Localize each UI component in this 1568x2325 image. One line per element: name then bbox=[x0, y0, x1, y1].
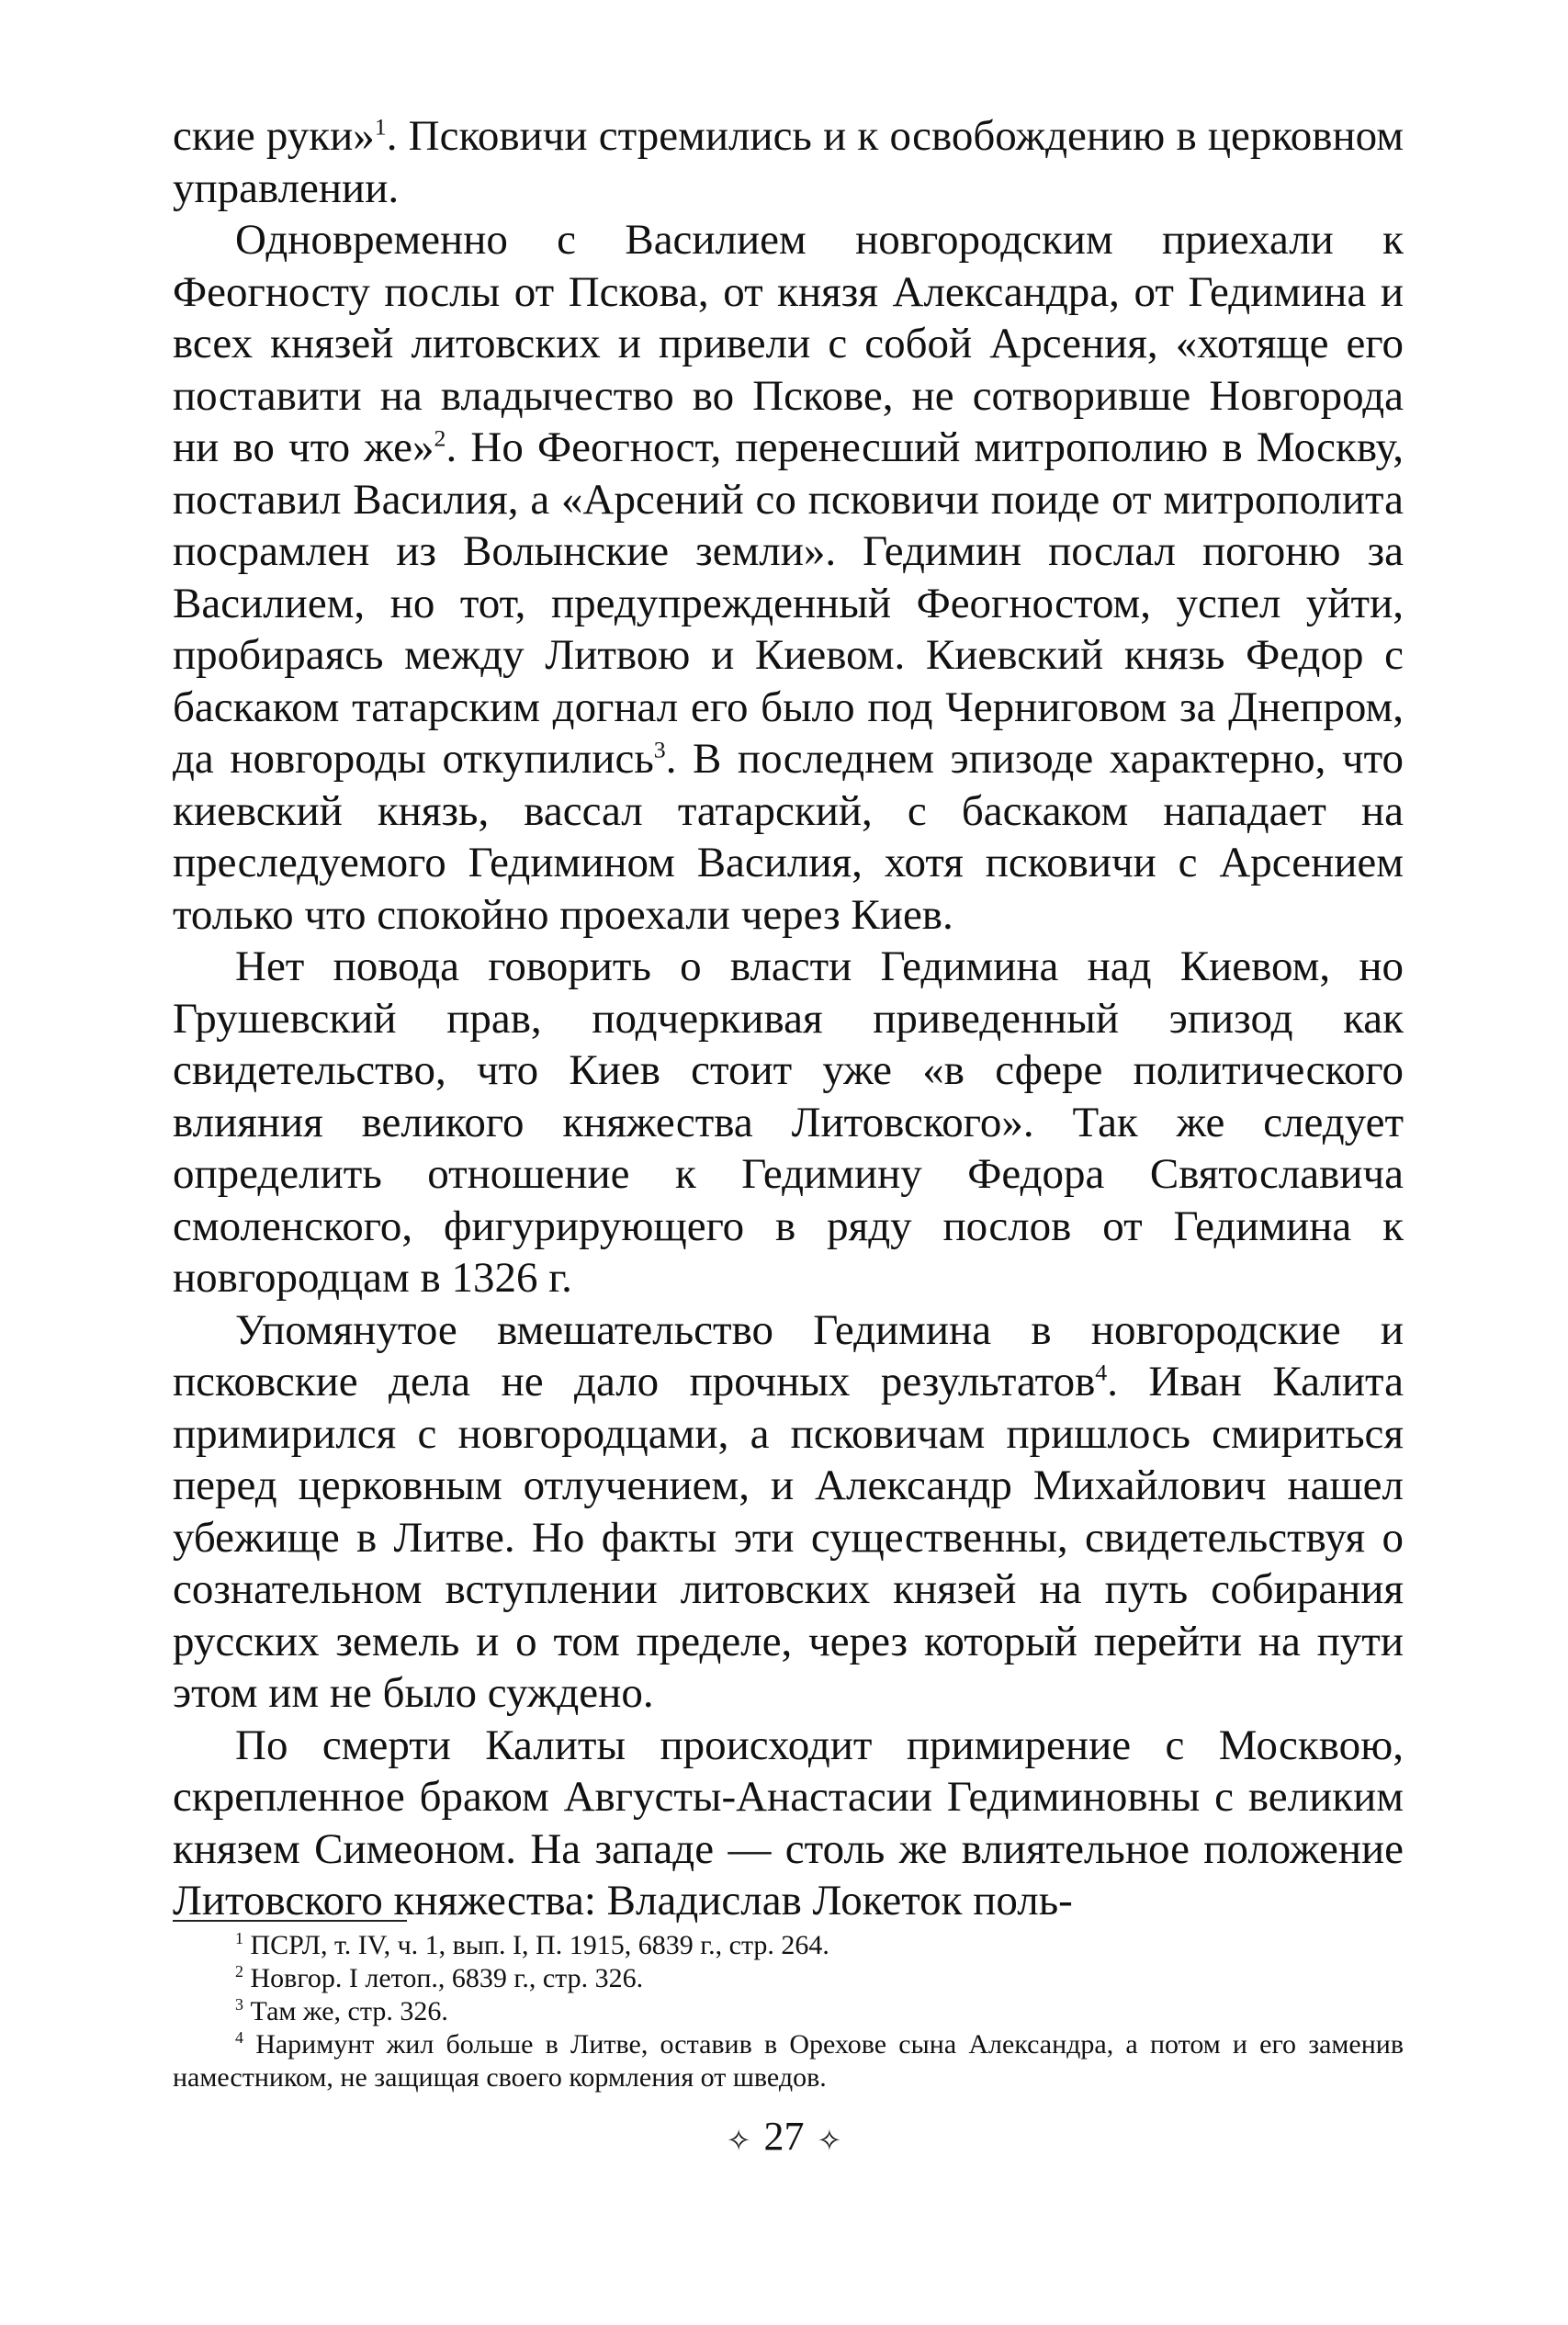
footnote-ref-4: 4 bbox=[1095, 1359, 1108, 1386]
footnote-text-3: Там же, стр. 326. bbox=[243, 1996, 448, 2026]
paragraph-2-text-b: . Но Феогност, перенесший митрополию в Москву, поставил Василия, а «Арсений со псковичи поиде от митрополита посрамлен из Волынские земли». Гедимин послал погоню за Василием, но тот, предупрежденный Феогностом, успел уйти, пробираясь между Литвою и Киевом. Киевский князь Федор с баскаком татарским догнал его было под Черниговом за Днепром, да новгороды откупились bbox=[173, 423, 1404, 783]
page-body bbox=[173, 110, 1404, 1927]
footnote-divider bbox=[173, 1920, 407, 1922]
footnote-ref-3: 3 bbox=[653, 736, 666, 763]
footnote-mark-1: 1 bbox=[235, 1929, 243, 1947]
paragraph-1-text-a: ские руки» bbox=[173, 112, 375, 160]
footnote-text-4: Наримунт жил больше в Литве, оставив в Орехове сына Александра, а потом и его заменив наместником, не защищая своего кормления от шведов. bbox=[173, 2029, 1404, 2093]
footnote-ref-1: 1 bbox=[374, 113, 387, 141]
paragraph-5: По смерти Калиты происходит примирение с Москвою, скрепленное браком Августы-Анастасии Гедиминовны с великим князем Симеоном. На западе — столь же влиятельное положение Литовского княжества: Владислав Локеток поль- bbox=[173, 1721, 1404, 1924]
paragraph-2 bbox=[173, 214, 1404, 941]
right-ornament-icon: ✧ bbox=[817, 2122, 842, 2158]
footnote-mark-4: 4 bbox=[235, 2028, 243, 2047]
paragraph-4 bbox=[173, 1304, 1404, 1720]
left-ornament-icon: ✧ bbox=[726, 2122, 751, 2158]
paragraph-1 bbox=[173, 110, 1404, 214]
footnote-mark-3: 3 bbox=[235, 1995, 243, 2014]
footnote-2 bbox=[173, 1962, 1404, 1995]
footnote-4 bbox=[173, 2028, 1404, 2094]
footnote-text-1: ПСРЛ, т. IV, ч. 1, вып. I, П. 1915, 6839 г., стр. 264. bbox=[243, 1930, 829, 1960]
footnote-text-2: Новгор. I летоп., 6839 г., стр. 326. bbox=[243, 1963, 644, 1993]
paragraph-1-text-b: . Псковичи стремились и к освобождению в церковном управлении. bbox=[173, 112, 1404, 212]
page-number-block bbox=[0, 2113, 1568, 2164]
footnotes bbox=[173, 1929, 1404, 2094]
paragraph-4-text-b: . Иван Калита примирился с новгородцами, а псковичам пришлось смириться перед церковным отлучением, и Александр Михайлович нашел убежище в Литве. Но факты эти существенны, свидетельствуя о сознательном вступлении литовских князей на путь собирания русских земель и о том пределе, через который перейти на пути этом им не было суждено. bbox=[173, 1358, 1404, 1717]
paragraph-3: Нет повода говорить о власти Гедимина над Киевом, но Грушевский прав, подчеркивая приведенный эпизод как свидетельство, что Киев стоит уже «в сфере политического влияния великого княжества Литовского». Так же следует определить отношение к Гедимину Федора Святославича смоленского, фигурирующего в ряду послов от Гедимина к новгородцам в 1326 г. bbox=[173, 942, 1404, 1302]
paragraph-2-text-a: Одновременно с Василием новгородским приехали к Феогносту послы от Пскова, от князя Александра, от Гедимина и всех князей литовских и привели с собой Арсения, «хотяще его поставити на владычество во Пскове, не сотворивше Новгорода ни во что же» bbox=[173, 216, 1404, 471]
footnote-1 bbox=[173, 1929, 1404, 1962]
footnote-ref-2: 2 bbox=[434, 424, 446, 452]
page-number: 27 bbox=[763, 2114, 805, 2159]
paragraph-2-text-c: . В последнем эпизоде характерно, что киевский князь, вассал татарский, с баскаком нападает на преследуемого Гедимином Василия, хотя псковичи с Арсением только что спокойно проехали через Киев. bbox=[173, 735, 1404, 939]
footnote-mark-2: 2 bbox=[235, 1962, 243, 1981]
footnote-3 bbox=[173, 1995, 1404, 2028]
paragraph-4-text-a: Упомянутое вмешательство Гедимина в новгородские и псковские дела не дало прочных результатов bbox=[173, 1305, 1404, 1405]
main-text bbox=[173, 110, 1404, 1927]
